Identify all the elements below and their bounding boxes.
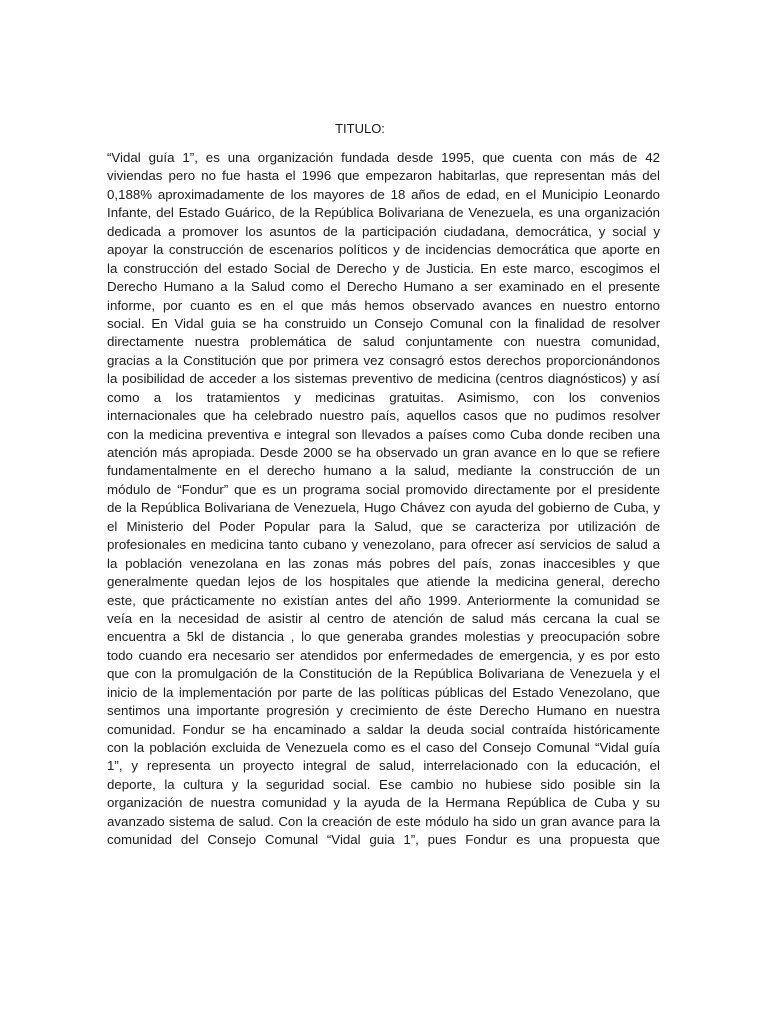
body-line: con la población excluida de Venezuela como es el caso del Consejo Comunal “Vidal guía	[107, 740, 660, 755]
body-line: sentimos una importante progresión y crecimiento de éste Derecho Humano en nuestra	[107, 703, 660, 719]
body-line: veía en la necesidad de asistir al centro de atención de salud más cercana la cual se	[107, 610, 660, 626]
body-line: 0,188% aproximadamente de los mayores de 18 años de edad, en el Municipio Leonardo	[107, 186, 660, 202]
body-line: 1”, y representa un proyecto integral de salud, interrelacionado con la educación, el	[107, 758, 660, 774]
body-line: la construcción del estado Social de Derecho y de Justicia. En este marco, escogimos el	[107, 260, 660, 276]
body-line: este, que prácticamente no existían antes del año 1999. Anteriormente la comunidad se	[107, 592, 660, 608]
body-line: atención más apropiada. Desde 2000 se ha observado un gran avance en lo que se refiere	[107, 445, 660, 460]
body-line: apoyar la construcción de escenarios políticos y de incidencias democrática que aporte en	[107, 242, 660, 258]
body-line: módulo de “Fondur” que es un programa social promovido directamente por el presidente	[107, 481, 660, 497]
document-title: TITULO:	[335, 121, 385, 136]
document-body	[107, 149, 660, 850]
body-line: Derecho Humano a la Salud como el Derecho Humano a ser examinado en el presente	[107, 279, 660, 295]
body-line: la posibilidad de acceder a los sistemas preventivo de medicina (centros diagnósticos) y así	[107, 371, 660, 387]
body-line: que con la promulgación de la Constitución de la República Bolivariana de Venezuela y el	[107, 666, 660, 682]
body-line: comunidad del Consejo Comunal “Vidal guia 1”, pues Fondur es una propuesta que	[107, 832, 660, 848]
body-line: el Ministerio del Poder Popular para la Salud, que se caracteriza por utilización de	[107, 518, 660, 534]
body-line: deporte, la cultura y la seguridad social. Ese cambio no hubiese sido posible sin la	[107, 776, 660, 792]
body-line: todo cuando era necesario ser atendidos por enfermedades de emergencia, y es por esto	[107, 647, 660, 663]
body-line: informe, por cuanto es en el que más hemos observado avances en nuestro entorno	[107, 297, 660, 313]
body-line: como a los tratamientos y medicinas gratuitas. Asimismo, con los convenios	[107, 389, 660, 405]
body-line: inicio de la implementación por parte de las políticas públicas del Estado Venezolano, que	[107, 684, 660, 700]
body-line: directamente nuestra problemática de salud conjuntamente con nuestra comunidad,	[107, 334, 660, 350]
body-line: social. En Vidal guia se ha construido un Consejo Comunal con la finalidad de resolver	[107, 315, 660, 331]
body-line: comunidad. Fondur se ha encaminado a saldar la deuda social contraída históricamente	[107, 721, 660, 737]
body-line: la población venezolana en las zonas más pobres del país, zonas inaccesibles y que	[107, 555, 660, 571]
body-line: viviendas pero no fue hasta el 1996 que empezaron habitarlas, que representan más del	[107, 168, 660, 184]
body-line: organización de nuestra comunidad y la ayuda de la Hermana República de Cuba y su	[107, 795, 660, 811]
body-line: dedicada a promover los asuntos de la participación ciudadana, democrática, y social y	[107, 223, 660, 239]
body-line: de la República Bolivariana de Venezuela, Hugo Chávez con ayuda del gobierno de Cuba, y	[107, 500, 660, 516]
body-line: con la medicina preventiva e integral son llevados a países como Cuba donde reciben una	[107, 426, 660, 442]
body-line: encuentra a 5kl de distancia , lo que generaba grandes molestias y preocupación sobre	[107, 629, 660, 645]
body-line: gracias a la Constitución que por primera vez consagró estos derechos proporcionándonos	[107, 352, 660, 368]
body-line: avanzado sistema de salud. Con la creación de este módulo ha sido un gran avance para la	[107, 813, 660, 829]
body-line: “Vidal guía 1”, es una organización fundada desde 1995, que cuenta con más de 42	[107, 150, 660, 165]
body-line: profesionales en medicina tanto cubano y venezolano, para ofrecer así servicios de salud a	[107, 537, 660, 553]
body-line: generalmente quedan lejos de los hospitales que atiende la medicina general, derecho	[107, 574, 660, 590]
body-line: Infante, del Estado Guárico, de la República Bolivariana de Venezuela, es una organización	[107, 205, 660, 221]
body-line: internacionales que ha celebrado nuestro país, aquellos casos que no pudimos resolver	[107, 408, 660, 424]
body-line: fundamentalmente en el derecho humano a la salud, mediante la construcción de un	[107, 463, 660, 479]
